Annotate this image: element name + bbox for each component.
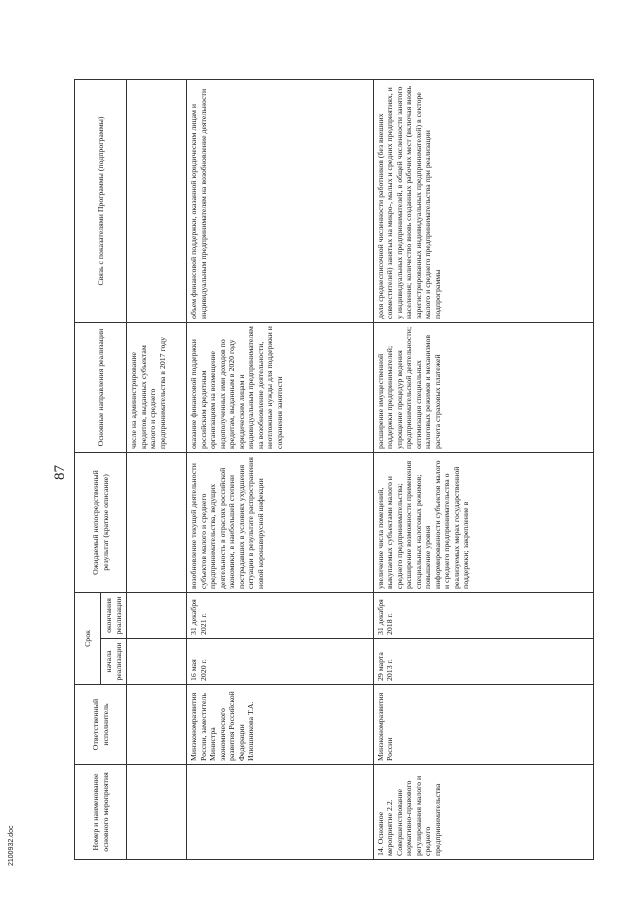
header-responsible: Ответственный исполнитель: [75, 685, 127, 765]
cell-name: [127, 765, 187, 860]
cell-link: объем финансовой поддержки, оказанной юридическим лицам и индивидуальным предпринимателям на возобновление деятельности: [187, 79, 373, 322]
cell-link: доля среднесписочной численности работников (без внешних совместителей) занятых на микро-, малых и средних предприятиях, и у индивидуальных предпринимателей, в общей численности занятого населения; количество вновь созданных рабочих мест (включая вновь зарегистрированных индивидуальных предпринимателей) в секторе малого и среднего предпринимательства при реализации подпрограммы: [373, 79, 593, 322]
table-row: [187, 79, 373, 859]
cell-result: [127, 452, 187, 592]
cell-start: 29 марта 2013 г.: [373, 639, 593, 685]
cell-result: увеличение числа помещений, выкупаемых субъектами малого и среднего предпринимательства; расширение возможности применения специальных налоговых режимов; повышение уровня информированности субъектов малого и среднего предпринимательства о реализуемых мерах государственной поддержки; закрепление в: [373, 452, 593, 592]
page-number: 87: [52, 465, 68, 480]
header-end: окончания реализации: [101, 592, 127, 638]
table-row: [373, 79, 593, 859]
cell-directions: числе на администрирование кредитов, выданных субъектам малого и среднего предпринимательства в 2017 году: [127, 322, 187, 452]
cell-end: [127, 592, 187, 638]
header-start: начала реализации: [101, 639, 127, 685]
cell-directions: расширение имущественной поддержки предпринимателей; упрощение процедур ведения предпринимательской деятельности; оптимизация специальных налоговых режимов и механизмов расчета страховых платежей: [373, 322, 593, 452]
header-term: Срок: [75, 592, 101, 684]
cell-end: 31 декабря 2021 г.: [187, 592, 373, 638]
cell-start: 16 мая 2020 г.: [187, 639, 373, 685]
cell-link: [127, 79, 187, 322]
footer-doc-code: 2100932.doc: [8, 825, 15, 866]
header-directions: Основные направления реализации: [75, 322, 127, 452]
header-link: Связь с показателями Программы (подпрограммы): [75, 79, 127, 322]
cell-end: 31 декабря 2018 г.: [373, 592, 593, 638]
program-table: [74, 79, 594, 860]
cell-responsible: [127, 685, 187, 765]
rotated-content: [50, 70, 598, 870]
cell-directions: оказание финансовой поддержки российским кредитным организациям на возмещение недополученных ими доходов по кредитам, выданным в 2020 году юридическим лицам и индивидуальным предпринимателям на возобновление деятельности, неотложные нужды для поддержки и сохранения занятости: [187, 322, 373, 452]
cell-responsible: Минэкономразвития России: [373, 685, 593, 765]
table-row: [127, 79, 187, 859]
cell-result: возобновление текущей деятельности субъектов малого и среднего предпринимательства, ведущих деятельность в отраслях российской экономики, в наибольшей степени пострадавших в условиях ухудшения ситуации в результате распространения новой коронавирусной инфекции: [187, 452, 373, 592]
cell-name: [187, 765, 373, 860]
cell-start: [127, 639, 187, 685]
row-number: 14.: [375, 846, 385, 856]
header-number-name: Номер и наименование основного мероприятия: [75, 765, 127, 860]
row-name: Основное мероприятие 2.2. Совершенствование нормативно-правового регулирования малого и среднего предпринимательства: [375, 775, 442, 856]
header-result: Ожидаемый непосредственный результат (краткое описание): [75, 452, 127, 592]
cell-name: [373, 765, 593, 860]
cell-responsible: Минэкономразвития России, заместитель Министра экономического развития Российской Федерации Илюшникова Т.А.: [187, 685, 373, 765]
